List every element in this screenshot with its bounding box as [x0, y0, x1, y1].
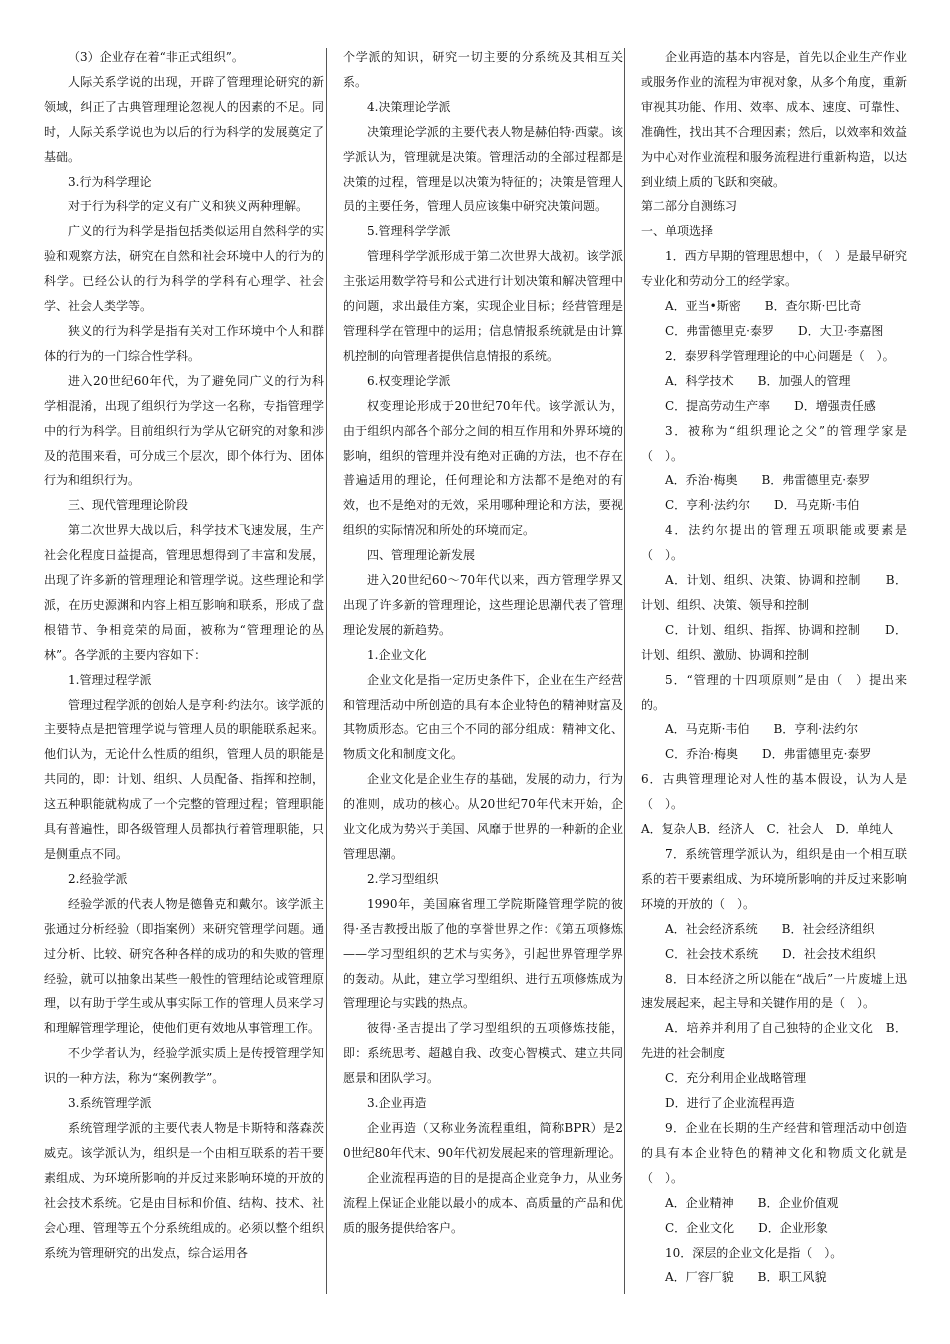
paragraph: 第二部分自测练习: [641, 199, 738, 214]
paragraph: 8．日本经济之所以能在“战后”一片废墟上迅速发展起来，起主导和关键作用的是（ ）。: [641, 971, 907, 1011]
paragraph: 企业再造（又称业务流程重组，简称BPR）是20世纪80年代末、90年代初发展起来的管理新理论。: [343, 1120, 623, 1160]
paragraph: 企业文化是企业生存的基础，发展的动力，行为的准则，成功的核心。从20世纪70年代末开始，企业文化成为势兴于美国、风靡于世界的一种新的企业管理思潮。: [343, 772, 623, 861]
paragraph: 10．深层的企业文化是指（ ）。: [665, 1245, 843, 1260]
paragraph: 进入20世纪60年代，为了避免同广义的行为科学相混淆，出现了组织行为学这一名称，专指管理学中的行为科学。目前组织行为学从它研究的对象和涉及的范围来看，可分成三个层次，即个体行为、团体行为和组织行为。: [44, 373, 324, 488]
paragraph: 1.企业文化: [367, 647, 427, 662]
paragraph: 1.管理过程学派: [68, 672, 152, 687]
paragraph: 系统管理学派的主要代表人物是卡斯特和落森茨威克。该学派认为，组织是一个由相互联系的若干要素组成、为环境所影响的并反过来影响环境的开放的社会技术系统。它是由目标和价值、结构、技术、社会心理、管理等五个分系统组成的。必须以整个组织系统为管理研究的出发点，综合运用各: [44, 1120, 324, 1260]
paragraph: 6.权变理论学派: [367, 373, 451, 388]
column-divider: [326, 48, 327, 1294]
paragraph: 经验学派的代表人物是德鲁克和戴尔。该学派主张通过分析经验（即指案例）来研究管理学问题。通过分析、比较、研究各种各样的成功的和失败的管理经验，就可以抽象出某些一般性的管理结论或管理原理，以有助于学生或从事实际工作的管理人员来学习和理解管理学理论，使他们更有效地从事管理工作。: [44, 896, 324, 1036]
paragraph: 管理过程学派的创始人是亨利·约法尔。该学派的主要特点是把管理学说与管理人员的职能联系起来。他们认为，无论什么性质的组织，管理人员的职能是共同的，即：计划、组织、人员配备、指挥和控制，这五种职能就构成了一个完整的管理过程；管理职能具有普遍性，即各级管理人员都执行着管理职能，只是侧重点不同。: [44, 697, 324, 861]
text-column-2: [343, 45, 623, 1241]
paragraph: A．马克斯·韦伯 B．亨利·法约尔: [665, 722, 859, 737]
paragraph: 企业文化是指一定历史条件下，企业在生产经营和管理活动中所创造的具有本企业特色的精神财富及其物质形态。它由三个不同的部分组成：精神文化、物质文化和制度文化。: [343, 672, 623, 762]
paragraph: C．企业文化 D．企业形象: [665, 1220, 828, 1235]
text-column-3: [641, 45, 907, 1290]
paragraph: 2.经验学派: [68, 871, 128, 886]
text-column-1: [44, 45, 324, 1265]
paragraph: A．乔治·梅奥 B．弗雷德里克·泰罗: [665, 473, 871, 488]
paragraph: 4．法约尔提出的管理五项职能或要素是（ ）。: [641, 523, 907, 563]
paragraph: 管理科学学派形成于第二次世界大战初。该学派主张运用数学符号和公式进行计划决策和解决管理中的问题，求出最佳方案，实现企业目标；经营管理是管理科学在管理中的运用；信息情报系统就是由计算机控制的向管理者提供信息情报的系统。: [343, 249, 623, 363]
paragraph: A．培养并利用了自己独特的企业文化 B．先进的社会制度: [641, 1021, 907, 1061]
paragraph: A．计划、组织、决策、协调和控制 B．计划、组织、决策、领导和控制: [641, 573, 907, 612]
paragraph: C．弗雷德里克·泰罗 D．大卫·李嘉图: [665, 323, 884, 338]
paragraph: 三、现代管理理论阶段: [68, 498, 189, 513]
paragraph: 人际关系学说的出现，开辟了管理理论研究的新领域，纠正了古典管理理论忽视人的因素的不足。同时，人际关系学说也为以后的行为科学的发展奠定了基础。: [44, 74, 324, 164]
paragraph: 2.学习型组织: [367, 871, 439, 886]
paragraph: C．乔治·梅奥 D．弗雷德里克·泰罗: [665, 747, 872, 762]
paragraph: 3．被称为“组织理论之父”的管理学家是（ ）。: [641, 423, 907, 463]
paragraph: 企业流程再造的目的是提高企业竞争力，从业务流程上保证企业能以最小的成本、高质量的产品和优质的服务提供给客户。: [343, 1170, 623, 1235]
column-divider: [624, 48, 625, 1294]
paragraph: 2．泰罗科学管理理论的中心问题是（ ）。: [665, 348, 895, 363]
paragraph: 1．西方早期的管理思想中，（ ）是最早研究专业化和劳动分工的经学家。: [641, 249, 907, 289]
paragraph: 9．企业在长期的生产经营和管理活动中创造的具有本企业特色的精神文化和物质文化就是（ ）。: [641, 1120, 907, 1185]
paragraph: A．社会经济系统 B．社会经济组织: [665, 921, 875, 936]
paragraph: 企业再造的基本内容是，首先以企业生产作业或服务作业的流程为审视对象，从多个角度，重新审视其功能、作用、效率、成本、速度、可靠性、准确性，找出其不合理因素；然后，以效率和效益为中心对作业流程和服务流程进行重新构造，以达到业绩上质的飞跃和突破。: [641, 50, 907, 189]
paragraph: 决策理论学派的主要代表人物是赫伯特·西蒙。该学派认为，管理就是决策。管理活动的全部过程都是决策的过程，管理是以决策为特征的；决策是管理人员的主要任务，管理人员应该集中研究决策问题。: [343, 124, 623, 214]
paragraph: 进入20世纪60～70年代以来，西方管理学界又出现了许多新的管理理论，这些理论思潮代表了管理理论发展的新趋势。: [343, 573, 623, 637]
paragraph: 第二次世界大战以后，科学技术飞速发展，生产社会化程度日益提高，管理思想得到了丰富和发展，出现了许多新的管理理论和管理学说。这些理论和学派，在历史源渊和内容上相互影响和联系，形成了盘根错节、争相竞荣的局面，被称为“管理理论的丛林”。各学派的主要内容如下：: [44, 523, 324, 662]
paragraph: 3.系统管理学派: [68, 1096, 152, 1111]
paragraph: A．科学技术 B．加强人的管理: [665, 373, 851, 388]
paragraph: A．厂容厂貌 B．职工风貌: [665, 1270, 827, 1285]
paragraph: （3）企业存在着“非正式组织”。: [68, 50, 244, 64]
paragraph: C．亨利·法约尔 D．马克斯·韦伯: [665, 498, 860, 513]
paragraph: 广义的行为科学是指包括类似运用自然科学的实验和观察方法，研究在自然和社会环境中人的行为的科学。已经公认的行为科学的学科有心理学、社会学、社会人类学等。: [44, 224, 324, 314]
paragraph: 5．“管理的十四项原则”是由（ ）提出来的。: [641, 672, 907, 712]
paragraph: 7．系统管理学派认为，组织是由一个相互联系的若干要素组成、为环境所影响的并反过来影响环境的开放的（ ）。: [641, 847, 907, 911]
paragraph: C．提高劳动生产率 D．增强责任感: [665, 398, 876, 413]
paragraph: 4.决策理论学派: [367, 99, 451, 114]
paragraph: 彼得·圣吉提出了学习型组织的五项修炼技能，即：系统思考、超越自我、改变心智模式、建立共同愿景和团队学习。: [343, 1021, 623, 1086]
paragraph: D．进行了企业流程再造: [665, 1096, 795, 1111]
paragraph: 3.行为科学理论: [68, 174, 152, 189]
paragraph: 狭义的行为科学是指有关对工作环境中个人和群体的行为的一门综合性学科。: [44, 323, 324, 363]
paragraph: 一、单项选择: [641, 224, 714, 239]
paragraph: A．亚当•斯密 B．查尔斯·巴比奇: [665, 299, 862, 314]
paragraph: A．复杂人B．经济人 C．社会人 D．单纯人: [641, 822, 894, 837]
paragraph: C．计划、组织、指挥、协调和控制 D．计划、组织、激励、协调和控制: [641, 622, 907, 662]
paragraph: 权变理论形成于20世纪70年代。该学派认为，由于组织内部各个部分之间的相互作用和外界环境的影响，组织的管理并没有绝对正确的方法，也不存在普遍适用的理论，任何理论和方法都不是绝对的有效，也不是绝对的无效，采用哪种理论和方法，要视组织的实际情况和所处的环境而定。: [343, 398, 623, 538]
paragraph: 不少学者认为，经验学派实质上是传授管理学知识的一种方法，称为“案例教学”。: [44, 1046, 324, 1086]
paragraph: 1990年，美国麻省理工学院斯隆管理学院的彼得·圣吉教授出版了他的享誉世界之作：《第五项修炼——学习型组织的艺术与实务》，引起世界管理学界的轰动。从此，建立学习型组织、进行五项修炼成为管理理论与实践的热点。: [343, 896, 623, 1011]
paragraph: C．充分利用企业战略管理: [665, 1071, 807, 1086]
paragraph: 5.管理科学学派: [367, 224, 451, 239]
paragraph: 6．古典管理理论对人性的基本假设，认为人是（ ）。: [641, 772, 907, 812]
paragraph: 四、管理理论新发展: [367, 548, 476, 563]
paragraph: 3.企业再造: [367, 1096, 427, 1111]
paragraph: 对于行为科学的定义有广义和狭义两种理解。: [68, 199, 309, 214]
paragraph: C．社会技术系统 D．社会技术组织: [665, 946, 876, 961]
paragraph: A．企业精神 B．企业价值观: [665, 1195, 839, 1210]
paragraph: 个学派的知识，研究一切主要的分系统及其相互关系。: [343, 50, 623, 89]
